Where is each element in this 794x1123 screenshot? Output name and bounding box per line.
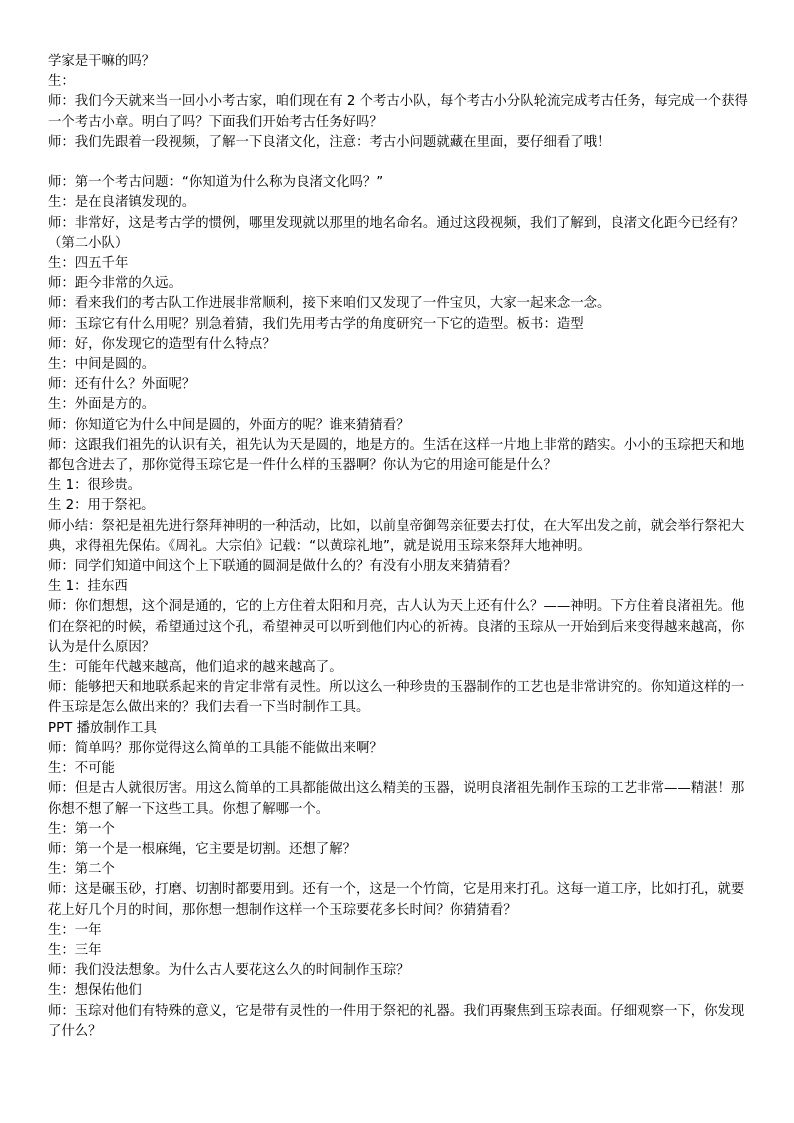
text-line: 生：: [48, 74, 75, 90]
text-line: 师：能够把天和地联系起来的肯定非常有灵性。所以这么一种珍贵的玉器制作的工艺也是非常讲究的。你知道这样的一件玉琮是怎么做出来的？我们去看一下当时制作工具。: [48, 680, 745, 716]
text-line: 生 1：很珍贵。: [48, 478, 142, 494]
text-line: 生：可能年代越来越高，他们追求的越来越高了。: [48, 660, 343, 676]
text-line: 师：我们今天就来当一回小小考古家，咱们现在有 2 个考古小队，每个考古小分队轮流完成考古任务，每完成一个获得一个考古小章。明白了吗？下面我们开始考古任务好吗？: [48, 94, 748, 130]
blank-line: [48, 153, 756, 173]
text-line: 师：但是古人就很厉害。用这么简单的工具都能做出这么精美的玉器，说明良渚祖先制作玉琮的工艺非常——精湛！那你想不想了解一下这些工具。你想了解哪一个。: [48, 781, 745, 817]
text-line: 生：外面是方的。: [48, 397, 156, 413]
text-line: 生：不可能: [48, 761, 115, 777]
text-line: 师：这跟我们祖先的认识有关，祖先认为天是圆的，地是方的。生活在这样一片地上非常的踏实。小小的玉琮把天和地都包含进去了，那你觉得玉琮它是一件什么样的玉器啊？你认为它的用途可能是什么？: [48, 437, 745, 474]
text-line: 生 2：用于祭祀。: [48, 498, 155, 514]
text-line: 师：你们想想，这个洞是通的，它的上方住着太阳和月亮，古人认为天上还有什么？——神明。下方住着良渚祖先。他们在祭祀的时候，希望通过这个孔，希望神灵可以听到他们内心的祈祷。良渚的玉琮从一开始到后来变得越来越高，你认为是什么原因？: [48, 599, 745, 655]
text-line: 师：玉琮它有什么用呢？别急着猜，我们先用考古学的角度研究一下它的造型。板书：造型: [48, 316, 584, 332]
text-line: 生：一年: [48, 922, 102, 938]
text-line: 生 1：挂东西: [48, 579, 128, 595]
text-line: 师：还有什么？外面呢？: [48, 377, 196, 393]
text-line: 师：非常好，这是考古学的惯例，哪里发现就以那里的地名命名。通过这段视频，我们了解到，良渚文化距今已经有？ （第二小队）: [48, 215, 745, 251]
text-line: 师：距今非常的久远。: [48, 276, 182, 292]
text-line: 师：我们没法想象。为什么古人要花这么久的时间制作玉琮？: [48, 963, 410, 979]
text-line: 师小结：祭祀是祖先进行祭拜神明的一种活动，比如，以前皇帝御驾亲征要去打仗，在大军出发之前，就会举行祭祀大典，求得祖先保佑。《周礼。大宗伯》记载：“以黄琮礼地”，就是说用玉琮来祭拜大地神明。: [48, 518, 745, 554]
text-line: 生：第一个: [48, 821, 115, 837]
text-line: 师：你知道它为什么中间是圆的，外面方的呢？谁来猜猜看？: [48, 417, 410, 433]
text-line: 师：第一个考古问题：“你知道为什么称为良渚文化吗？”: [48, 175, 384, 191]
text-line: 师：好，你发现它的造型有什么特点？: [48, 336, 276, 352]
text-line: 学家是干嘛的吗？: [48, 54, 156, 69]
text-line: 生：四五千年: [48, 256, 129, 272]
text-line: 师：看来我们的考古队工作进展非常顺利，接下来咱们又发现了一件宝贝，大家一起来念一念。: [48, 296, 611, 312]
text-line: 生：三年: [48, 942, 102, 958]
text-line: 生：第二个: [48, 862, 115, 878]
text-line: 师：我们先跟着一段视频，了解一下良渚文化，注意：考古小问题就藏在里面，要仔细看了哦！: [48, 134, 611, 150]
text-line: PPT 播放制作工具: [48, 720, 157, 736]
text-line: 生：是在良渚镇发现的。: [48, 195, 196, 211]
text-line: 师：玉琮对他们有特殊的意义，它是带有灵性的一件用于祭祀的礼器。我们再聚焦到玉琮表面。仔细观察一下，你发现了什么？: [48, 1003, 745, 1039]
text-line: 师：这是碾玉砂，打磨、切割时都要用到。还有一个，这是一个竹筒，它是用来打孔。这每一道工序，比如打孔，就要花上好几个月的时间，那你想一想制作这样一个玉琮要花多长时间？你猜猜看？: [48, 882, 745, 918]
text-line: 师：同学们知道中间这个上下联通的圆洞是做什么的？有没有小朋友来猜猜看？: [48, 559, 517, 575]
text-line: 师：简单吗？那你觉得这么简单的工具能不能做出来啊？: [48, 740, 383, 756]
text-line: 生：中间是圆的。: [48, 357, 156, 373]
text-line: 生：想保佑他们: [48, 983, 142, 999]
text-line: 师：第一个是一根麻绳，它主要是切割。还想了解？: [48, 841, 356, 857]
